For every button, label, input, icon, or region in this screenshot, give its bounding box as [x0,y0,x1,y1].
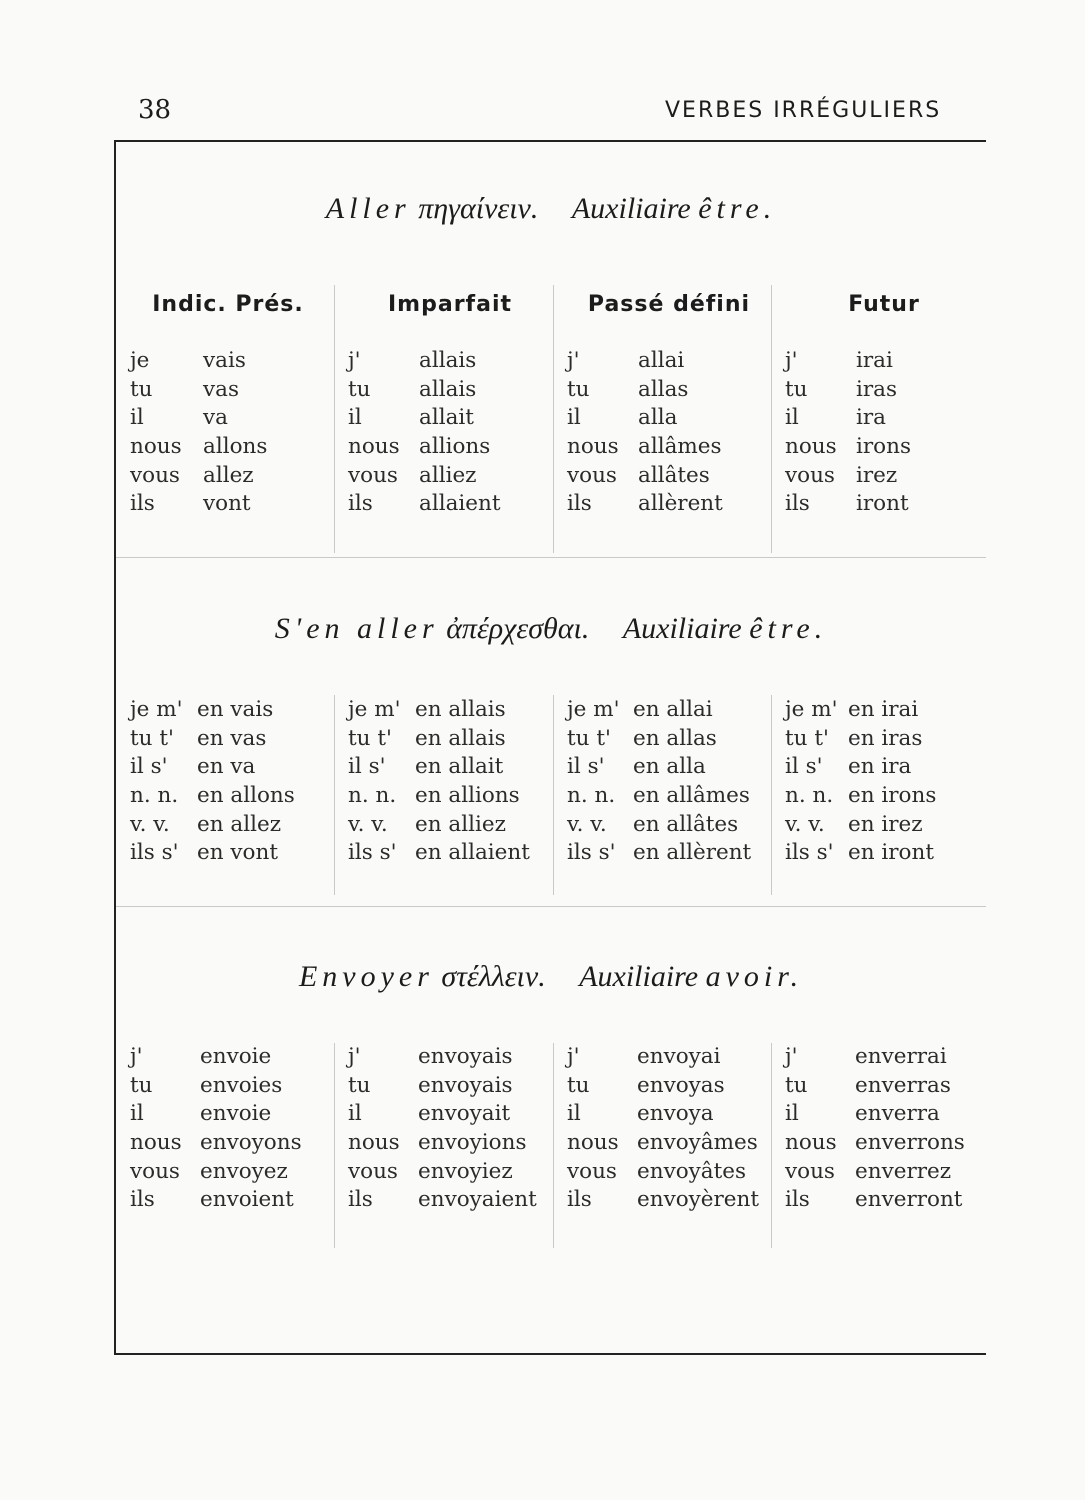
conjugation-row [348,725,548,754]
greek-translation: πηγαίνειν. [418,192,539,225]
verb-form: irai [856,348,893,373]
pronoun: nous [348,434,400,460]
pronoun: nous [785,434,837,460]
conjugation-row [785,696,985,725]
conjugation-row [130,1129,330,1158]
pronoun: il s' [348,754,386,780]
conjugation-row [785,1129,985,1158]
verb-form: envoyâmes [637,1130,758,1156]
verb-name: Envoyer [298,960,434,993]
conjugation-row [130,376,330,405]
verb-form: iras [856,376,898,402]
pronoun: nous [348,1130,400,1156]
pronoun: tu [785,1072,808,1098]
pronoun: ils s' [348,840,397,866]
verb-form: vais [203,348,246,373]
pronoun: tu [348,376,371,402]
section-divider [116,557,986,558]
verb-name: Aller [325,192,411,225]
verb-name: S'en aller [274,612,439,645]
column-divider [553,285,554,553]
verb-form: en allèrent [633,840,752,866]
verb-form: irons [856,434,911,460]
conjugation-row [785,753,985,782]
verb-form: allaient [419,491,501,517]
pronoun: n. n. [785,783,834,809]
verb-form: envoya [637,1101,714,1127]
verb-form: allèrent [638,491,723,517]
verb-form: enverrai [855,1044,947,1069]
conjugation-column [785,696,985,868]
verb-form: en vas [197,725,267,751]
pronoun: vous [567,462,617,488]
verb-form: en allais [415,725,506,751]
pronoun: nous [130,1130,182,1156]
section-title-envoyer [116,960,986,994]
conjugation-row [567,1100,771,1129]
pronoun: je m' [785,697,838,722]
verb-form: va [203,405,228,431]
verb-form: envoyais [418,1072,513,1098]
pronoun: nous [567,1130,619,1156]
conjugation-row [130,725,330,754]
conjugation-row [785,725,985,754]
conjugation-row [130,347,330,376]
pronoun: n. n. [567,783,616,809]
conjugation-column [348,347,548,519]
verb-form: en allais [415,697,506,722]
conjugation-row [567,404,767,433]
frame-bottom-rule [114,1353,986,1355]
pronoun: vous [130,462,180,488]
verb-form: envoies [200,1072,283,1098]
pronoun: j' [567,1044,580,1069]
conjugation-row [130,1158,330,1187]
conjugation-row [567,811,767,840]
conjugation-row [130,811,330,840]
auxiliary-verb: avoir. [705,960,804,993]
verb-form: allons [203,434,268,460]
pronoun: ils [348,491,373,517]
pronoun: tu t' [130,725,174,751]
pronoun: il [785,405,799,431]
conjugation-row [567,839,767,868]
conjugation-column [785,1043,985,1215]
section-title-aller [116,192,986,226]
verb-form: allais [419,348,477,373]
conjugation-row [348,811,548,840]
verb-form: vas [203,376,239,402]
pronoun: vous [348,1158,398,1184]
pronoun: il [130,1101,144,1127]
pronoun: j' [785,1044,798,1069]
pronoun: ils s' [567,840,616,866]
conjugation-row [348,1043,552,1072]
verb-form: envoyais [418,1044,513,1069]
conjugation-row [130,782,330,811]
verb-form: allai [638,348,685,373]
verb-form: allait [419,405,474,431]
pronoun: je m' [348,697,401,722]
column-divider [334,285,335,553]
frame-top-rule [114,140,986,142]
pronoun: ils [348,1187,373,1213]
verb-form: en alliez [415,811,506,837]
pronoun: il [567,405,581,431]
conjugation-column [567,1043,771,1215]
tense-header-imparfait: Imparfait [387,292,513,317]
conjugation-column [130,1043,330,1215]
pronoun: ils [567,491,592,517]
verb-form: en allons [197,783,295,809]
verb-form: en allions [415,783,520,809]
verb-form: en ira [848,754,912,780]
conjugation-row [567,433,767,462]
conjugation-row [348,839,548,868]
pronoun: je m' [567,697,620,722]
auxiliary-label: Auxiliaire [571,192,691,225]
conjugation-row [567,696,767,725]
verb-form: envoyaient [418,1187,537,1213]
conjugation-row [785,782,985,811]
verb-form: en allas [633,725,717,751]
column-divider [771,695,772,895]
conjugation-row [130,404,330,433]
pronoun: tu t' [567,725,611,751]
auxiliary-verb: être. [698,192,777,225]
verb-form: vont [203,491,251,517]
pronoun: v. v. [348,811,388,837]
verb-form: envoyez [200,1158,288,1184]
conjugation-row [785,1072,985,1101]
conjugation-row [567,1129,771,1158]
verb-form: enverra [855,1101,940,1127]
pronoun: n. n. [348,783,397,809]
verb-form: envoie [200,1101,272,1127]
conjugation-row [348,376,548,405]
conjugation-row [785,811,985,840]
auxiliary-label: Auxiliaire [579,960,699,993]
conjugation-row [567,782,767,811]
pronoun: il [785,1101,799,1127]
conjugation-row [130,462,330,491]
verb-form: envoient [200,1187,294,1213]
conjugation-row [348,1072,552,1101]
conjugation-row [130,839,330,868]
pronoun: v. v. [567,811,607,837]
conjugation-row [130,433,330,462]
auxiliary-label: Auxiliaire [622,612,742,645]
conjugation-column [567,347,767,519]
pronoun: v. v. [130,811,170,837]
verb-form: en irons [848,783,937,809]
verb-form: allions [419,434,491,460]
pronoun: il [348,405,362,431]
conjugation-column [785,347,985,519]
column-divider [553,695,554,895]
conjugation-row [785,404,985,433]
verb-form: en vais [197,697,274,722]
pronoun: ils [785,1187,810,1213]
pronoun: vous [785,462,835,488]
verb-form: en allaient [415,840,530,866]
conjugation-row [567,753,767,782]
verb-form: en allâtes [633,811,739,837]
verb-form: iront [856,491,909,517]
conjugation-row [785,1186,985,1215]
verb-form: enverras [855,1072,951,1098]
greek-translation: στέλλειν. [441,960,546,993]
conjugation-row [348,1158,552,1187]
conjugation-row [567,725,767,754]
conjugation-column [567,696,767,868]
pronoun: ils [785,491,810,517]
pronoun: j' [348,348,361,373]
column-divider [334,695,335,895]
verb-form: en alla [633,754,706,780]
pronoun: tu [348,1072,371,1098]
conjugation-row [348,782,548,811]
pronoun: il s' [567,754,605,780]
verb-form: en allai [633,697,713,722]
verb-form: envoie [200,1044,272,1069]
pronoun: nous [130,434,182,460]
pronoun: nous [567,434,619,460]
conjugation-row [785,1100,985,1129]
tense-header-passe-defini: Passé défini [587,292,751,317]
verb-form: ira [856,405,886,431]
pronoun: tu [567,376,590,402]
conjugation-row [348,1129,552,1158]
column-divider [334,1043,335,1248]
conjugation-row [567,376,767,405]
conjugation-row [130,1072,330,1101]
page-number: 38 [138,95,172,125]
conjugation-row [567,1186,771,1215]
verb-form: en allez [197,811,282,837]
verb-form: envoyiez [418,1158,513,1184]
running-title: VERBES IRRÉGULIERS [665,98,942,123]
verb-form: allas [638,376,689,402]
conjugation-row [348,347,548,376]
verb-form: en iront [848,840,934,866]
pronoun: tu [130,1072,153,1098]
pronoun: il s' [785,754,823,780]
verb-form: enverrez [855,1158,952,1184]
column-divider [553,1043,554,1248]
verb-form: en irez [848,811,923,837]
pronoun: ils [567,1187,592,1213]
verb-form: en iras [848,725,923,751]
conjugation-row [348,490,548,519]
verb-form: en va [197,754,256,780]
pronoun: tu t' [348,725,392,751]
verb-form: envoyâtes [637,1158,747,1184]
verb-form: irez [856,462,898,488]
pronoun: je [130,348,150,373]
pronoun: ils [130,1187,155,1213]
pronoun: il [567,1101,581,1127]
pronoun: n. n. [130,783,179,809]
pronoun: vous [348,462,398,488]
verb-form: envoyons [200,1130,302,1156]
verb-form: allais [419,376,477,402]
verb-form: envoyas [637,1072,725,1098]
section-divider [116,906,986,907]
verb-form: enverrons [855,1130,965,1156]
conjugation-row [130,696,330,725]
verb-form: en vont [197,840,278,866]
pronoun: ils s' [785,840,834,866]
verb-form: envoyai [637,1044,721,1069]
conjugation-row [348,404,548,433]
conjugation-row [348,1100,552,1129]
conjugation-row [785,462,985,491]
pronoun: il s' [130,754,168,780]
column-divider [771,1043,772,1248]
verb-form: envoyèrent [637,1187,760,1213]
verb-form: envoyait [418,1101,511,1127]
conjugation-row [348,696,548,725]
pronoun: vous [130,1158,180,1184]
conjugation-row [348,1186,552,1215]
conjugation-row [130,490,330,519]
pronoun: tu t' [785,725,829,751]
conjugation-row [567,1072,771,1101]
conjugation-row [130,753,330,782]
auxiliary-verb: être. [749,612,828,645]
pronoun: nous [785,1130,837,1156]
conjugation-row [785,490,985,519]
verb-form: alla [638,405,678,431]
tense-header-indic-pres: Indic. Prés. [152,292,304,317]
frame-left-rule [114,140,116,1354]
conjugation-row [785,433,985,462]
greek-translation: ἀπέρχεσθαι. [446,612,590,645]
pronoun: j' [567,348,580,373]
conjugation-row [785,376,985,405]
pronoun: tu [567,1072,590,1098]
conjugation-column [130,347,330,519]
conjugation-row [130,1186,330,1215]
verb-form: enverront [855,1187,963,1213]
conjugation-row [567,462,767,491]
conjugation-row [348,753,548,782]
pronoun: vous [785,1158,835,1184]
pronoun: v. v. [785,811,825,837]
pronoun: tu [785,376,808,402]
verb-form: en allait [415,754,504,780]
conjugation-row [785,839,985,868]
verb-form: en irai [848,697,919,722]
verb-form: allâmes [638,434,722,460]
pronoun: ils s' [130,840,179,866]
pronoun: j' [785,348,798,373]
conjugation-row [567,1158,771,1187]
verb-form: allâtes [638,462,710,488]
conjugation-row [567,347,767,376]
pronoun: j' [348,1044,361,1069]
verb-form: alliez [419,462,477,488]
pronoun: j' [130,1044,143,1069]
conjugation-row [785,1158,985,1187]
conjugation-row [348,462,548,491]
conjugation-row [130,1043,330,1072]
pronoun: je m' [130,697,183,722]
pronoun: ils [130,491,155,517]
pronoun: tu [130,376,153,402]
conjugation-row [567,490,767,519]
conjugation-column [348,1043,552,1215]
pronoun: il [348,1101,362,1127]
conjugation-row [785,347,985,376]
conjugation-column [130,696,330,868]
verb-form: allez [203,462,254,488]
verb-form: en allâmes [633,783,750,809]
section-title-s-en-aller [116,612,986,646]
pronoun: il [130,405,144,431]
tense-header-futur: Futur [848,292,920,317]
verb-form: envoyions [418,1130,527,1156]
conjugation-row [567,1043,771,1072]
column-divider [771,285,772,553]
conjugation-row [785,1043,985,1072]
pronoun: vous [567,1158,617,1184]
conjugation-row [348,433,548,462]
conjugation-row [130,1100,330,1129]
conjugation-column [348,696,548,868]
